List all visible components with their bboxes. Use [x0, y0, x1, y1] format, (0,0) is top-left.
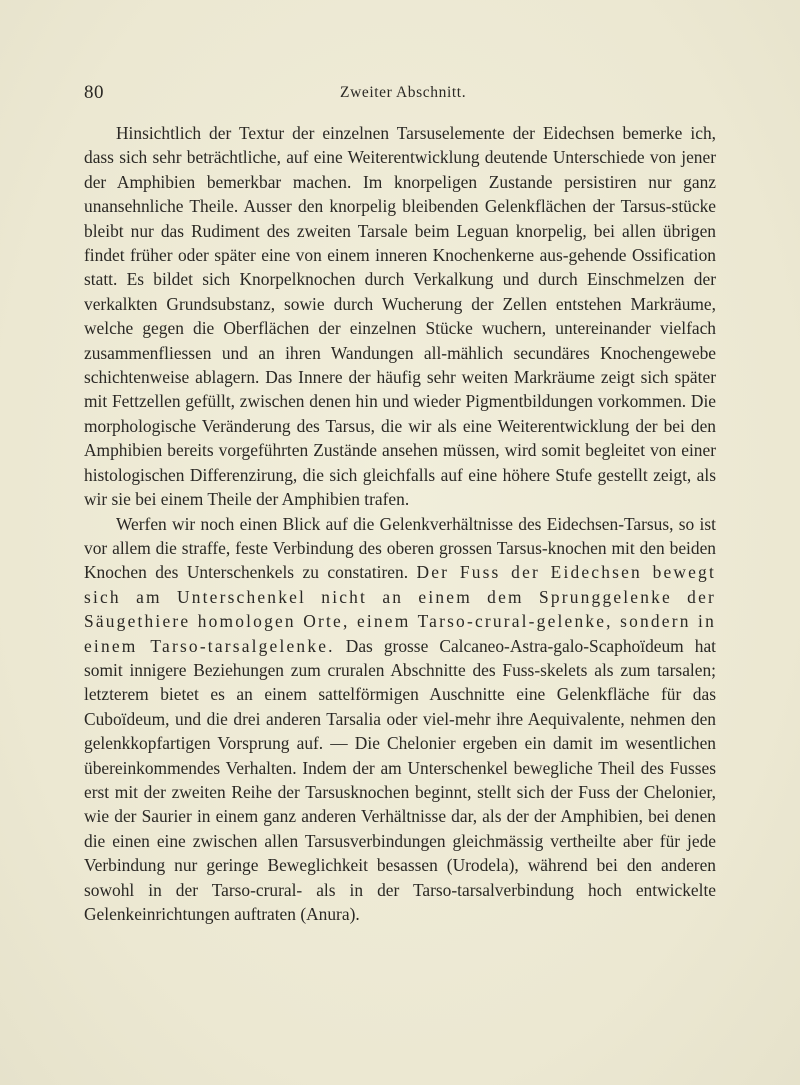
page-header — [84, 82, 716, 108]
body-text — [84, 121, 716, 926]
page-number: 80 — [84, 82, 104, 103]
paragraph-2 — [84, 512, 716, 927]
paragraph-2-emphasis: Der Fuss der Eidechsen bewegt sich am Unterschenkel nicht an einem dem Sprunggelenke der Säugethiere homologen Orte, einem Tarso-crural-gelenke, sondern in einem Tarso-tarsalgelenke. — [84, 562, 716, 656]
paragraph-1: Hinsichtlich der Textur der einzelnen Tarsuselemente der Eidechsen bemerke ich, dass sich sehr beträchtliche, auf eine Weiterentwicklung deutende Unterschiede von jener der Amphibien bemerkbar machen. Im knorpeligen Zustande persistiren nur ganz unansehnliche Theile. Ausser den knorpelig bleibenden Gelenkflächen der Tarsus-stücke bleibt nur das Rudiment des zweiten Tarsale beim Leguan knorpelig, bei allen übrigen findet früher oder später eine von einem inneren Knochenkerne aus-gehende Ossification statt. Es bildet sich Knorpelknochen durch Verkalkung und durch Einschmelzen der verkalkten Grundsubstanz, sowie durch Wucherung der Zellen entstehen Markräume, welche gegen die Oberflächen der einzelnen Stücke wuchern, untereinander vielfach zusammenfliessen und an ihren Wandungen all-mählich secundäres Knochengewebe schichtenweise ablagern. Das Innere der häufig sehr weiten Markräume zeigt sich später mit Fettzellen gefüllt, zwischen denen hin und wieder Pigmentbildungen vorkommen. Die morphologische Veränderung des Tarsus, die wir als eine Weiterentwicklung der bei den Amphibien bereits vorgeführten Zustände ansehen müssen, wird somit begleitet von einer histologischen Differenzirung, die sich gleichfalls auf eine höhere Stufe gestellt zeigt, als wir sie bei einem Theile der Amphibien trafen. — [84, 123, 716, 510]
paragraph-2-text-b: Das grosse Calcaneo-Astra-galo-Scaphoïdeum hat somit innigere Beziehungen zum cruralen Abschnitte des Fuss-skelets als zum tarsalen; letzterem bietet es an einem sattelförmigen Auschnitte eine Gelenkfläche für das Cuboïdeum, und die drei anderen Tarsalia oder viel-mehr ihre Aequivalente, nehmen den gelenkkopfartigen Vorsprung auf. — Die Chelonier ergeben ein damit im wesentlichen übereinkommendes Verhalten. Indem der am Unterschenkel bewegliche Theil des Fusses erst mit der zweiten Reihe der Tarsusknochen beginnt, stellt sich der Fuss der Chelonier, wie der Saurier in einem ganz anderen Verhältnisse dar, als der der Amphibien, bei denen die einen eine zwischen allen Tarsusverbindungen gleichmässig vertheilte aber für jede Verbindung nur geringe Beweglichkeit besassen (Urodela), während bei den anderen sowohl in der Tarso-crural- als in der Tarso-tarsalverbindung hoch entwickelte Gelenkeinrichtungen auftraten (Anura). — [84, 635, 717, 924]
running-head: Zweiter Abschnitt. — [340, 84, 467, 101]
paragraph-2-text-a: Werfen wir noch einen Blick auf die Gelenkverhältnisse des Eidechsen-Tarsus, so ist vor allem die straffe, feste Verbindung des oberen grossen Tarsus-knochen mit den beiden Knochen des Unterschenkels zu constatiren. — [84, 513, 716, 583]
